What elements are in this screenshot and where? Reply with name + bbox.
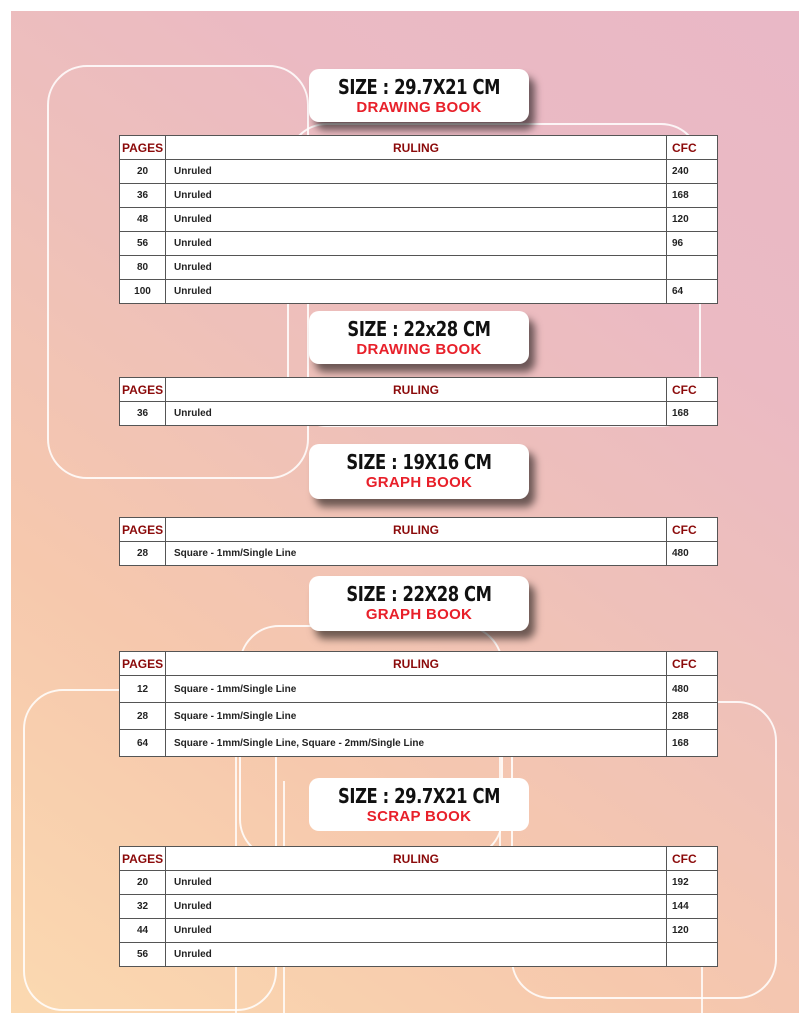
pages-cell: 32 xyxy=(120,895,166,919)
cfc-cell: 168 xyxy=(667,730,718,757)
section-header xyxy=(309,444,529,499)
table-row xyxy=(120,895,718,919)
table-row xyxy=(120,943,718,967)
table-row xyxy=(120,256,718,280)
cfc-header: CFC xyxy=(667,378,718,402)
pages-header: PAGES xyxy=(120,136,166,160)
spec-table xyxy=(119,517,718,566)
ruling-cell: Unruled xyxy=(166,208,667,232)
table-row xyxy=(120,184,718,208)
spec-table xyxy=(119,651,718,757)
table-header-row xyxy=(120,378,718,402)
catalog-page xyxy=(11,11,799,1013)
pages-cell: 64 xyxy=(120,730,166,757)
spec-table xyxy=(119,135,718,304)
size-title: SIZE : 29.7X21 CM xyxy=(337,784,501,808)
size-title: SIZE : 29.7X21 CM xyxy=(337,75,501,99)
table-row xyxy=(120,676,718,703)
pages-cell: 36 xyxy=(120,184,166,208)
pages-header: PAGES xyxy=(120,518,166,542)
book-title: DRAWING BOOK xyxy=(356,341,482,358)
ruling-cell: Unruled xyxy=(166,919,667,943)
ruling-cell: Unruled xyxy=(166,160,667,184)
pages-cell: 56 xyxy=(120,232,166,256)
ruling-header: RULING xyxy=(166,652,667,676)
ruling-cell: Unruled xyxy=(166,943,667,967)
ruling-cell: Unruled xyxy=(166,232,667,256)
table-row xyxy=(120,402,718,426)
pages-header: PAGES xyxy=(120,847,166,871)
size-title: SIZE : 19X16 CM xyxy=(346,450,492,474)
table-row xyxy=(120,208,718,232)
ruling-header: RULING xyxy=(166,378,667,402)
section-header xyxy=(309,576,529,631)
cfc-cell: 120 xyxy=(667,919,718,943)
table-row xyxy=(120,160,718,184)
ruling-cell: Unruled xyxy=(166,402,667,426)
cfc-cell xyxy=(667,943,718,967)
cfc-cell: 64 xyxy=(667,280,718,304)
table-header-row xyxy=(120,652,718,676)
size-title: SIZE : 22x28 CM xyxy=(347,317,491,341)
pages-cell: 20 xyxy=(120,160,166,184)
table-header-row xyxy=(120,847,718,871)
pages-cell: 28 xyxy=(120,703,166,730)
ruling-cell: Unruled xyxy=(166,895,667,919)
section-header xyxy=(309,69,529,122)
pages-cell: 44 xyxy=(120,919,166,943)
pages-cell: 56 xyxy=(120,943,166,967)
section-header xyxy=(309,311,529,364)
ruling-cell: Square - 1mm/Single Line xyxy=(166,703,667,730)
section-header xyxy=(309,778,529,831)
cfc-cell: 288 xyxy=(667,703,718,730)
table-row xyxy=(120,703,718,730)
cfc-cell: 168 xyxy=(667,184,718,208)
spec-table xyxy=(119,377,718,426)
size-title: SIZE : 22X28 CM xyxy=(346,582,492,606)
spec-table xyxy=(119,846,718,967)
ruling-cell: Unruled xyxy=(166,871,667,895)
pages-header: PAGES xyxy=(120,378,166,402)
cfc-cell: 120 xyxy=(667,208,718,232)
table-header-row xyxy=(120,136,718,160)
ruling-cell: Square - 1mm/Single Line, Square - 2mm/Single Line xyxy=(166,730,667,757)
ruling-cell: Square - 1mm/Single Line xyxy=(166,676,667,703)
pages-cell: 80 xyxy=(120,256,166,280)
book-title: SCRAP BOOK xyxy=(366,808,472,825)
pages-cell: 36 xyxy=(120,402,166,426)
pages-cell: 28 xyxy=(120,542,166,566)
cfc-cell: 480 xyxy=(667,542,718,566)
table-row xyxy=(120,919,718,943)
cfc-cell: 96 xyxy=(667,232,718,256)
cfc-cell xyxy=(667,256,718,280)
table-row xyxy=(120,542,718,566)
cfc-cell: 480 xyxy=(667,676,718,703)
pages-cell: 20 xyxy=(120,871,166,895)
ruling-cell: Unruled xyxy=(166,256,667,280)
pages-cell: 12 xyxy=(120,676,166,703)
pages-header: PAGES xyxy=(120,652,166,676)
pages-cell: 100 xyxy=(120,280,166,304)
book-title: DRAWING BOOK xyxy=(356,99,482,116)
book-title: GRAPH BOOK xyxy=(365,606,473,623)
ruling-cell: Unruled xyxy=(166,280,667,304)
table-row xyxy=(120,232,718,256)
cfc-cell: 192 xyxy=(667,871,718,895)
book-title: GRAPH BOOK xyxy=(365,474,473,491)
ruling-cell: Unruled xyxy=(166,184,667,208)
table-header-row xyxy=(120,518,718,542)
cfc-cell: 168 xyxy=(667,402,718,426)
table-row xyxy=(120,280,718,304)
ruling-cell: Square - 1mm/Single Line xyxy=(166,542,667,566)
ruling-header: RULING xyxy=(166,136,667,160)
cfc-cell: 144 xyxy=(667,895,718,919)
cfc-header: CFC xyxy=(667,518,718,542)
cfc-header: CFC xyxy=(667,136,718,160)
table-row xyxy=(120,730,718,757)
ruling-header: RULING xyxy=(166,518,667,542)
cfc-cell: 240 xyxy=(667,160,718,184)
table-row xyxy=(120,871,718,895)
cfc-header: CFC xyxy=(667,847,718,871)
cfc-header: CFC xyxy=(667,652,718,676)
pages-cell: 48 xyxy=(120,208,166,232)
ruling-header: RULING xyxy=(166,847,667,871)
